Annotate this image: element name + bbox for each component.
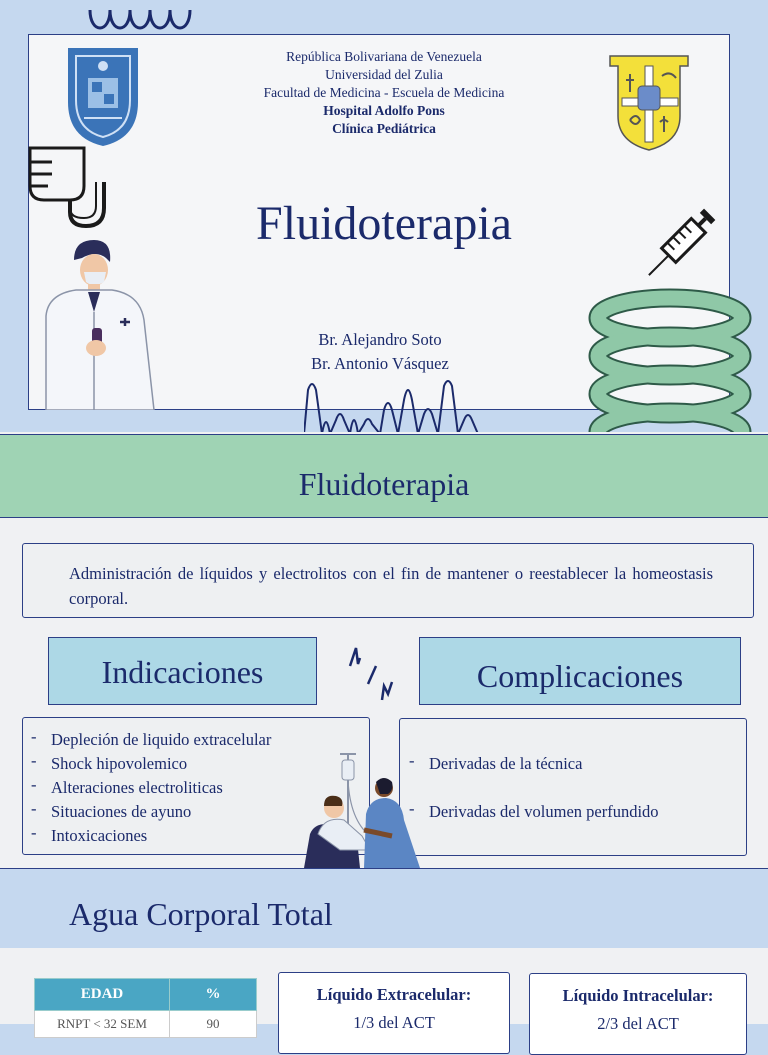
extracellular-title: Líquido Extracelular: [316, 985, 472, 1004]
complications-list-box [399, 718, 747, 856]
heartbeat-line-icon [304, 380, 484, 434]
section-title: Fluidoterapia [298, 466, 470, 502]
indication-item [31, 751, 188, 774]
bullet-dash: - [31, 775, 37, 794]
age-water-table [34, 978, 257, 1038]
table-cell: 90 [170, 1011, 257, 1038]
complication-text: Derivadas del volumen perfundido [429, 802, 659, 821]
indication-item [31, 775, 223, 798]
author-1: Br. Alejandro Soto [318, 330, 442, 349]
indications-heading: Indicaciones [101, 654, 264, 690]
extracellular-box [278, 972, 510, 1054]
coil-spring-icon [586, 282, 768, 434]
indication-text: Situaciones de ayuno [51, 802, 192, 821]
complication-item [409, 799, 659, 822]
bullet-dash: - [31, 727, 37, 746]
intracellular-box [529, 973, 747, 1055]
bullet-dash: - [409, 751, 415, 770]
complications-heading-box [419, 637, 741, 705]
institution-line-3: Facultad de Medicina - Escuela de Medicina [263, 85, 505, 100]
table-cell: RNPT < 32 SEM [35, 1011, 170, 1038]
spark-lines-icon [346, 644, 394, 702]
department-name: Clínica Pediátrica [332, 121, 436, 136]
intracellular-title: Líquido Intracelular: [562, 986, 714, 1005]
complication-text: Derivadas de la técnica [429, 754, 583, 773]
definition-text: Administración de líquidos y electrolitos con el fin de mantener o reestablecer la homeostasis corporal. [69, 564, 713, 608]
bullet-dash: - [31, 823, 37, 842]
section-title: Agua Corporal Total [69, 896, 333, 932]
indications-heading-box [48, 637, 317, 705]
bullet-dash: - [31, 799, 37, 818]
table-header: % [170, 979, 257, 1011]
author-2: Br. Antonio Vásquez [311, 354, 449, 373]
extracellular-value: 1/3 del ACT [353, 1013, 435, 1032]
syringe-icon [642, 206, 718, 282]
indication-text: Intoxicaciones [51, 826, 148, 845]
loop-decoration-icon [86, 0, 201, 36]
institution-line-1: República Bolivariana de Venezuela [286, 49, 482, 64]
indication-text: Depleción de liquido extracelular [51, 730, 272, 749]
presentation-title: Fluidoterapia [256, 197, 512, 250]
doctor-illustration-icon [36, 236, 170, 410]
indication-item [31, 823, 148, 846]
indication-item [31, 727, 272, 750]
table-row [35, 1011, 257, 1038]
intracellular-value: 2/3 del ACT [597, 1014, 679, 1033]
bullet-dash: - [31, 751, 37, 770]
bullet-dash: - [409, 799, 415, 818]
indication-item [31, 799, 192, 822]
indication-text: Shock hipovolemico [51, 754, 188, 773]
indication-text: Alteraciones electroliticas [51, 778, 223, 797]
complication-item [409, 751, 583, 774]
table-header: EDAD [35, 979, 170, 1011]
complications-heading: Complicaciones [476, 658, 684, 694]
institution-line-2: Universidad del Zulia [325, 67, 443, 82]
hospital-name: Hospital Adolfo Pons [323, 103, 445, 118]
patient-iv-illustration-icon [300, 750, 424, 868]
